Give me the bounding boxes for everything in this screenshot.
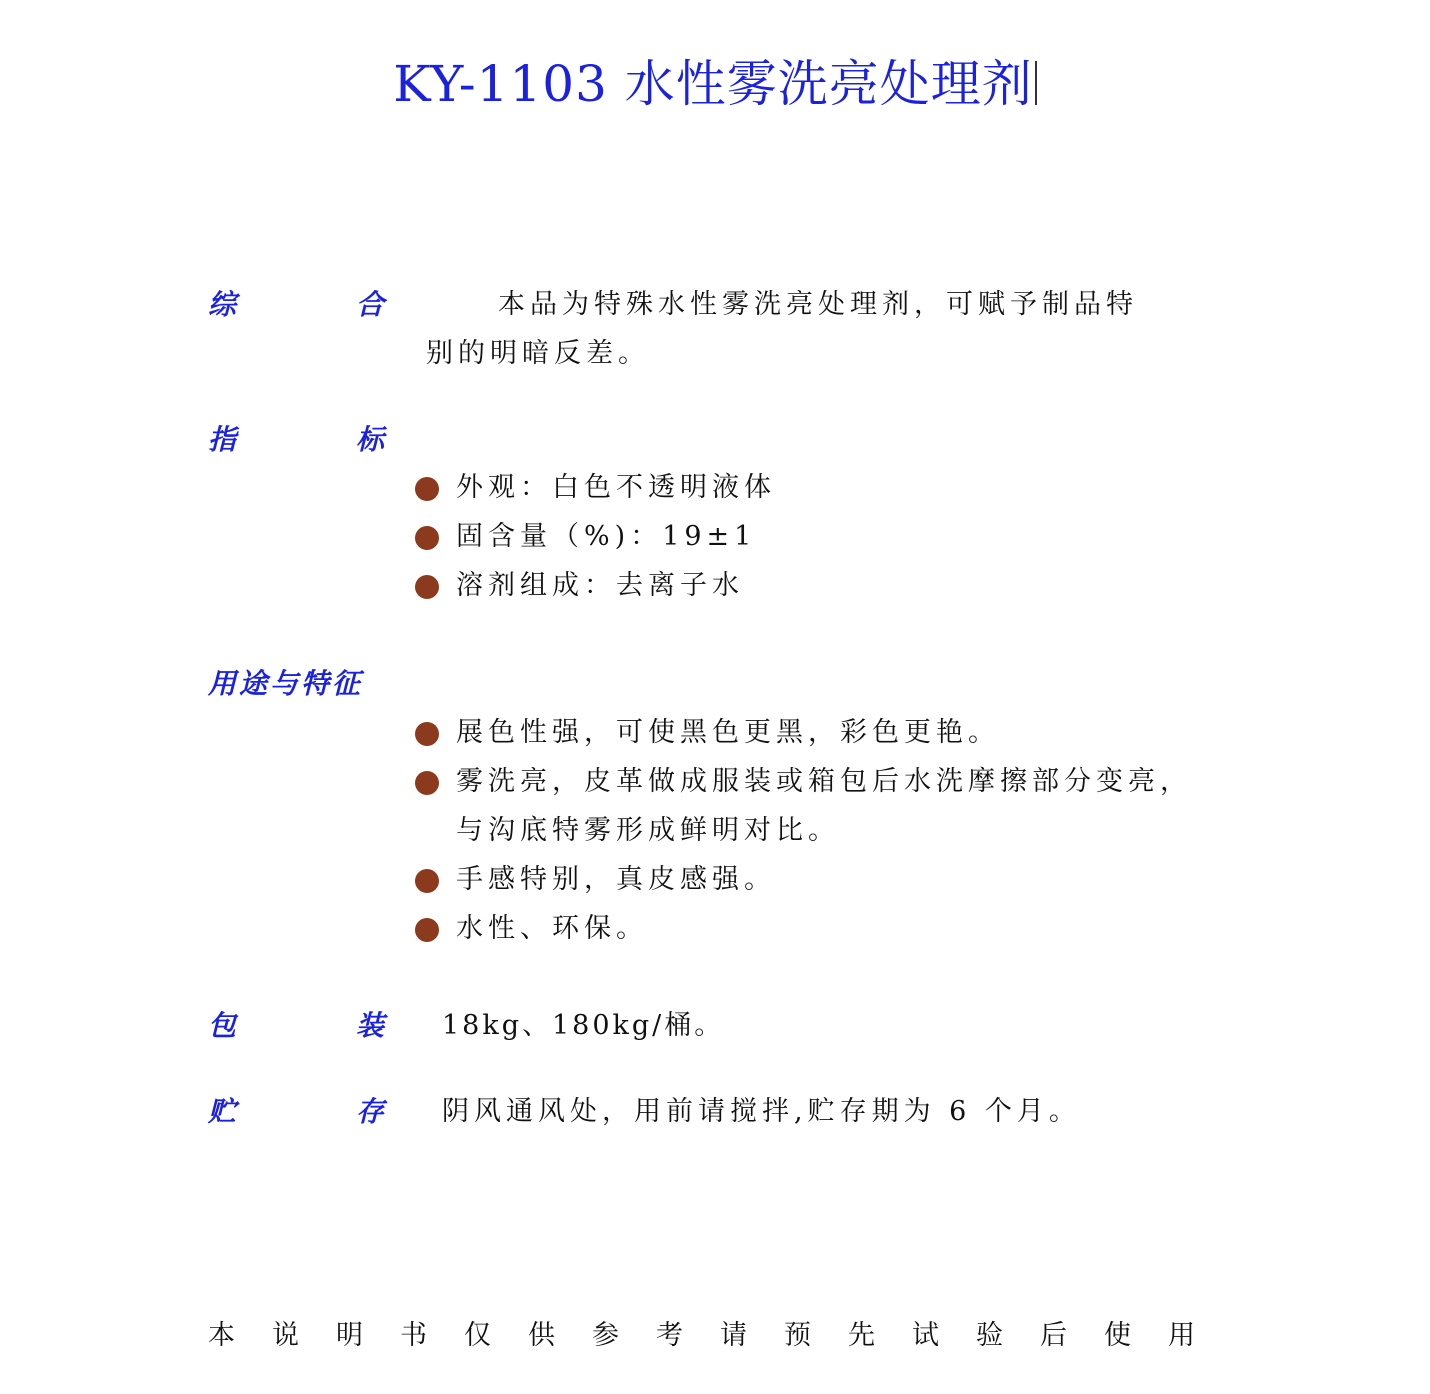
label-char: 标 xyxy=(356,423,385,456)
use-item-text: 手感特别，真皮感强。 xyxy=(456,864,776,895)
label-char: 合 xyxy=(356,288,385,321)
use-item-text: 雾洗亮，皮革做成服装或箱包后水洗摩擦部分变亮， xyxy=(456,766,1192,797)
bullet-dot-icon xyxy=(415,771,439,795)
bullet-dot-icon xyxy=(415,869,439,893)
use-item-text: 展色性强，可使黑色更黑，彩色更艳。 xyxy=(456,717,1000,748)
general-text-line-1: 本品为特殊水性雾洗亮处理剂，可赋予制品特 xyxy=(498,289,1138,320)
label-char: 指 xyxy=(208,423,237,456)
general-text-line-2: 别的明暗反差。 xyxy=(426,338,650,369)
spec-item-text: 外观：白色不透明液体 xyxy=(456,472,776,503)
bullet-dot-icon xyxy=(415,722,439,746)
use-item-continuation: 与沟底特雾形成鲜明对比。 xyxy=(456,815,840,846)
page-title-text: KY-1103 水性雾洗亮处理剂 xyxy=(393,55,1033,113)
label-char: 存 xyxy=(356,1095,385,1128)
footer-note: 本说明书仅供参考请预先试验后使用 xyxy=(208,1320,1232,1351)
label-char: 贮 xyxy=(208,1095,237,1128)
section-label-uses: 用途与特征 xyxy=(208,667,364,700)
bullet-dot-icon xyxy=(415,918,439,942)
bullet-dot-icon xyxy=(415,575,439,599)
packaging-text: 18kg、180kg/桶。 xyxy=(442,1010,725,1041)
label-char: 包 xyxy=(208,1009,237,1042)
label-char: 综 xyxy=(208,288,237,321)
use-item-text: 水性、环保。 xyxy=(456,913,648,944)
spec-item-text: 固含量（%)：19±1 xyxy=(456,521,757,552)
label-char: 装 xyxy=(356,1009,385,1042)
text-cursor xyxy=(1035,61,1037,105)
bullet-dot-icon xyxy=(415,526,439,550)
storage-text: 阴风通风处，用前请搅拌,贮存期为 6 个月。 xyxy=(442,1096,1081,1127)
spec-item-text: 溶剂组成：去离子水 xyxy=(456,570,744,601)
page-title xyxy=(0,52,1430,116)
bullet-dot-icon xyxy=(415,477,439,501)
